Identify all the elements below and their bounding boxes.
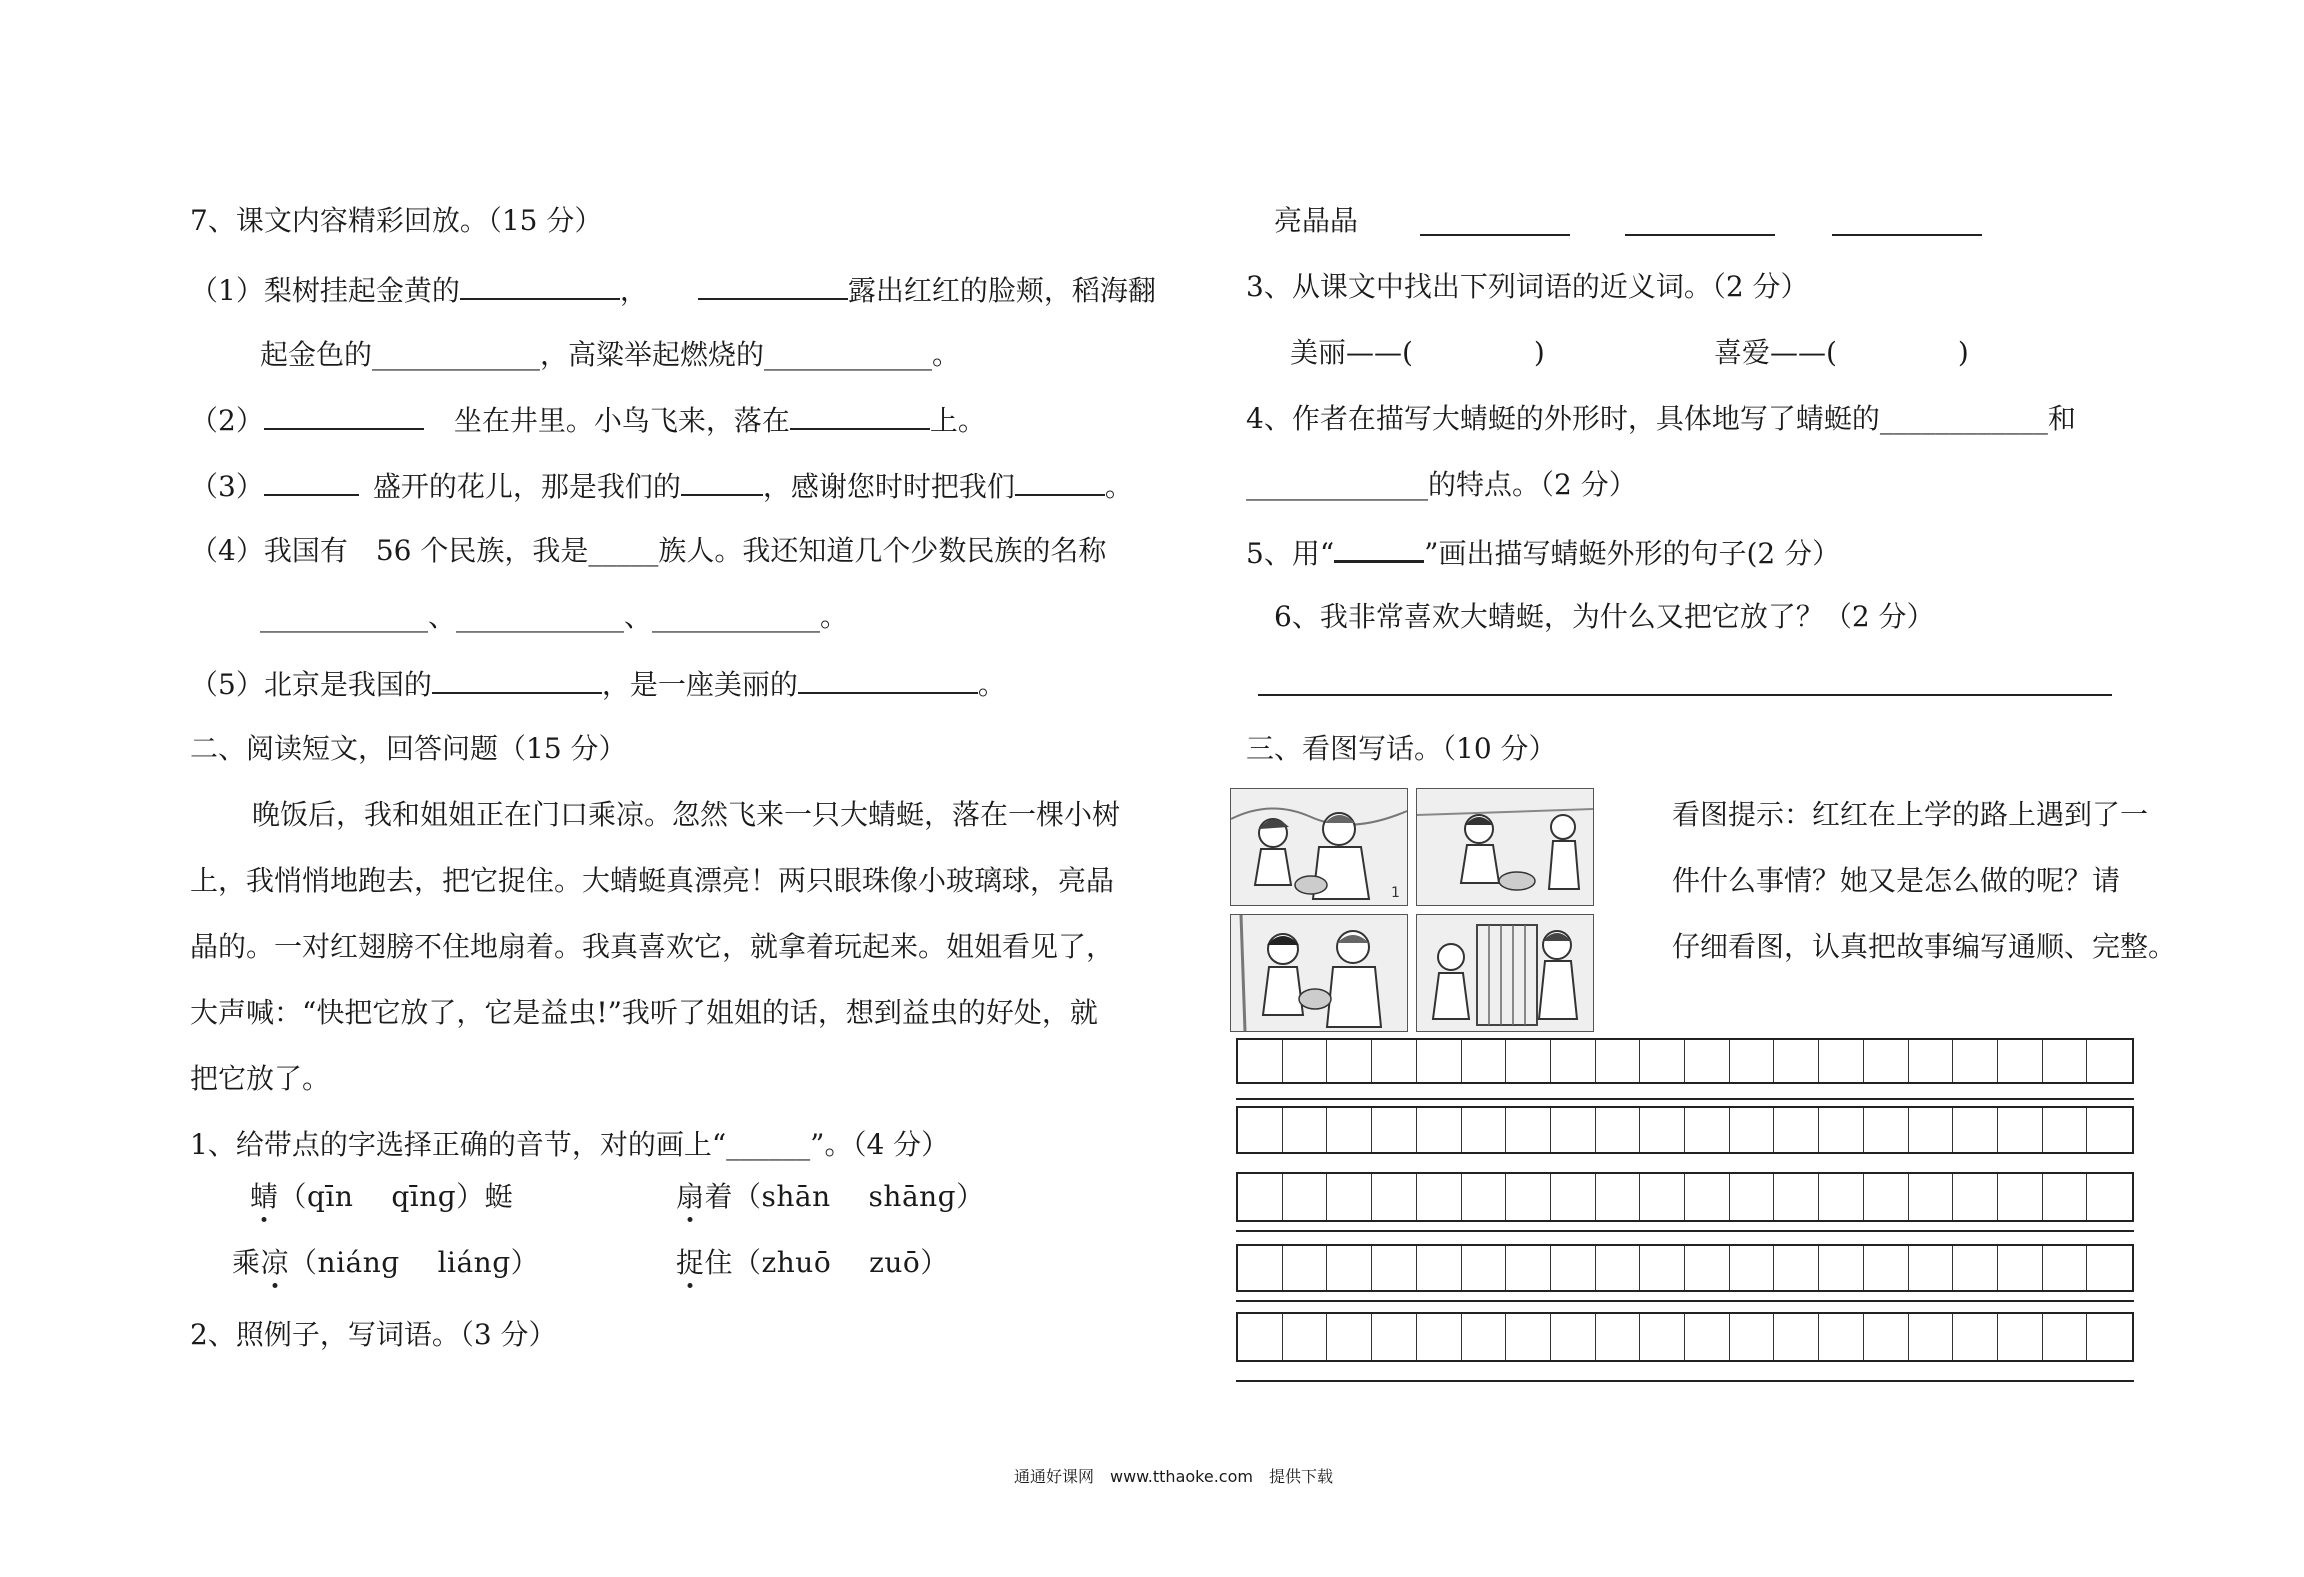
- blank: [264, 468, 359, 496]
- q7-4-line2: ____________、____________、____________。: [260, 600, 849, 633]
- svg-text:1: 1: [1391, 885, 1400, 901]
- section-2-title: 二、阅读短文，回答问题（15 分）: [190, 732, 627, 765]
- q7-5: （5）北京是我国的 ，是一座美丽的 。: [190, 668, 1006, 701]
- q4-line1: 4、作者在描写大蜻蜓的外形时，具体地写了蜻蜓的____________和: [1246, 402, 2076, 435]
- answer-line: [1258, 694, 2112, 696]
- blank: [460, 272, 620, 300]
- dotted-char: 凉: [260, 1246, 290, 1279]
- picture-panel-2: [1416, 788, 1594, 906]
- blank: [698, 272, 848, 300]
- hint-line-3: 仔细看图，认真把故事编写通顺、完整。: [1672, 930, 2177, 963]
- grid-separator: [1236, 1230, 2134, 1232]
- passage-line-2: 上，我悄悄地跑去，把它捉住。大蜻蜓真漂亮！两只眼珠像小玻璃球，亮晶: [190, 864, 1115, 897]
- writing-grid-row-1[interactable]: [1236, 1038, 2134, 1084]
- q2-title: 2、照例子，写词语。（3 分）: [190, 1318, 557, 1351]
- grid-separator: [1236, 1300, 2134, 1302]
- q7-1-line2: 起金色的____________，高粱举起燃烧的____________。: [260, 338, 961, 371]
- sample-underline: [1334, 534, 1424, 563]
- picture-panel-4: [1416, 914, 1594, 1032]
- q3-item-b: 喜爱——( ): [1714, 336, 1969, 369]
- q7-1-line1: （1）梨树挂起金黄的 ， 露出红红的脸颊，稻海翻: [190, 274, 1156, 307]
- q6: 6、我非常喜欢大蜻蜓，为什么又把它放了？（2 分）: [1274, 600, 1935, 633]
- q5: 5、用“ ”画出描写蜻蜓外形的句子(2 分）: [1246, 534, 1840, 571]
- answer-line: [1625, 234, 1775, 236]
- picture-panel-3: [1230, 914, 1408, 1032]
- example-word: 亮晶晶: [1274, 204, 1359, 237]
- q1-row2-a: 乘凉（niánɡ liánɡ）: [232, 1246, 540, 1279]
- blank: [790, 402, 930, 430]
- q1-title: 1、给带点的字选择正确的音节，对的画上“______”。（4 分）: [190, 1128, 950, 1161]
- blank: [1015, 468, 1105, 496]
- answer-line: [1832, 234, 1982, 236]
- writing-grid-row-2[interactable]: [1236, 1106, 2134, 1154]
- q7-title: 7、课文内容精彩回放。（15 分）: [190, 204, 603, 237]
- dotted-char: 捉: [676, 1246, 705, 1279]
- blank: [681, 468, 763, 496]
- q1-row1-b: 扇着（shān shānɡ）: [676, 1180, 985, 1213]
- grid-separator: [1236, 1098, 2134, 1100]
- q1-row1-a: 蜻（qīn qīnɡ）蜓: [250, 1180, 514, 1213]
- writing-grid-row-3[interactable]: [1236, 1172, 2134, 1222]
- picture-panel-1: [1230, 788, 1408, 906]
- q3-item-a: 美丽——( ): [1290, 336, 1545, 369]
- writing-grid-row-4[interactable]: [1236, 1244, 2134, 1292]
- dotted-char: 扇: [676, 1180, 705, 1213]
- dotted-char: 蜻: [250, 1180, 279, 1213]
- q7-2: （2） 坐在井里。小鸟飞来，落在 上。: [190, 404, 986, 437]
- footer-credit: 通通好课网 www.tthaoke.com 提供下载: [1014, 1467, 1333, 1486]
- q4-line2: _____________的特点。（2 分）: [1246, 468, 1637, 501]
- section-3-title: 三、看图写话。（10 分）: [1246, 732, 1557, 765]
- q7-4-line1: （4）我国有 56 个民族，我是_____族人。我还知道几个少数民族的名称: [190, 534, 1107, 567]
- q7-3: （3） 盛开的花儿，那是我们的 ，感谢您时时把我们 。: [190, 470, 1133, 503]
- passage-line-5: 把它放了。: [190, 1062, 331, 1095]
- passage-line-3: 晶的。一对红翅膀不住地扇着。我真喜欢它，就拿着玩起来。姐姐看见了，: [190, 930, 1115, 963]
- q3-title: 3、从课文中找出下列词语的近义词。（2 分）: [1246, 270, 1809, 303]
- blank: [798, 666, 978, 694]
- hint-line-2: 件什么事情？她又是怎么做的呢？请: [1672, 864, 2121, 897]
- blank: [264, 402, 424, 430]
- hint-line-1: 看图提示：红红在上学的路上遇到了一: [1672, 798, 2149, 831]
- passage-line-4: 大声喊：“快把它放了，它是益虫!”我听了姐姐的话，想到益虫的好处，就: [190, 996, 1098, 1029]
- writing-grid-row-5[interactable]: [1236, 1312, 2134, 1362]
- grid-separator: [1236, 1380, 2134, 1382]
- q1-row2-b: 捉住（zhuō zuō）: [676, 1246, 949, 1279]
- blank: [432, 666, 602, 694]
- passage-line-1: 晚饭后，我和姐姐正在门口乘凉。忽然飞来一只大蜻蜓，落在一棵小树: [252, 798, 1121, 831]
- answer-line: [1420, 234, 1570, 236]
